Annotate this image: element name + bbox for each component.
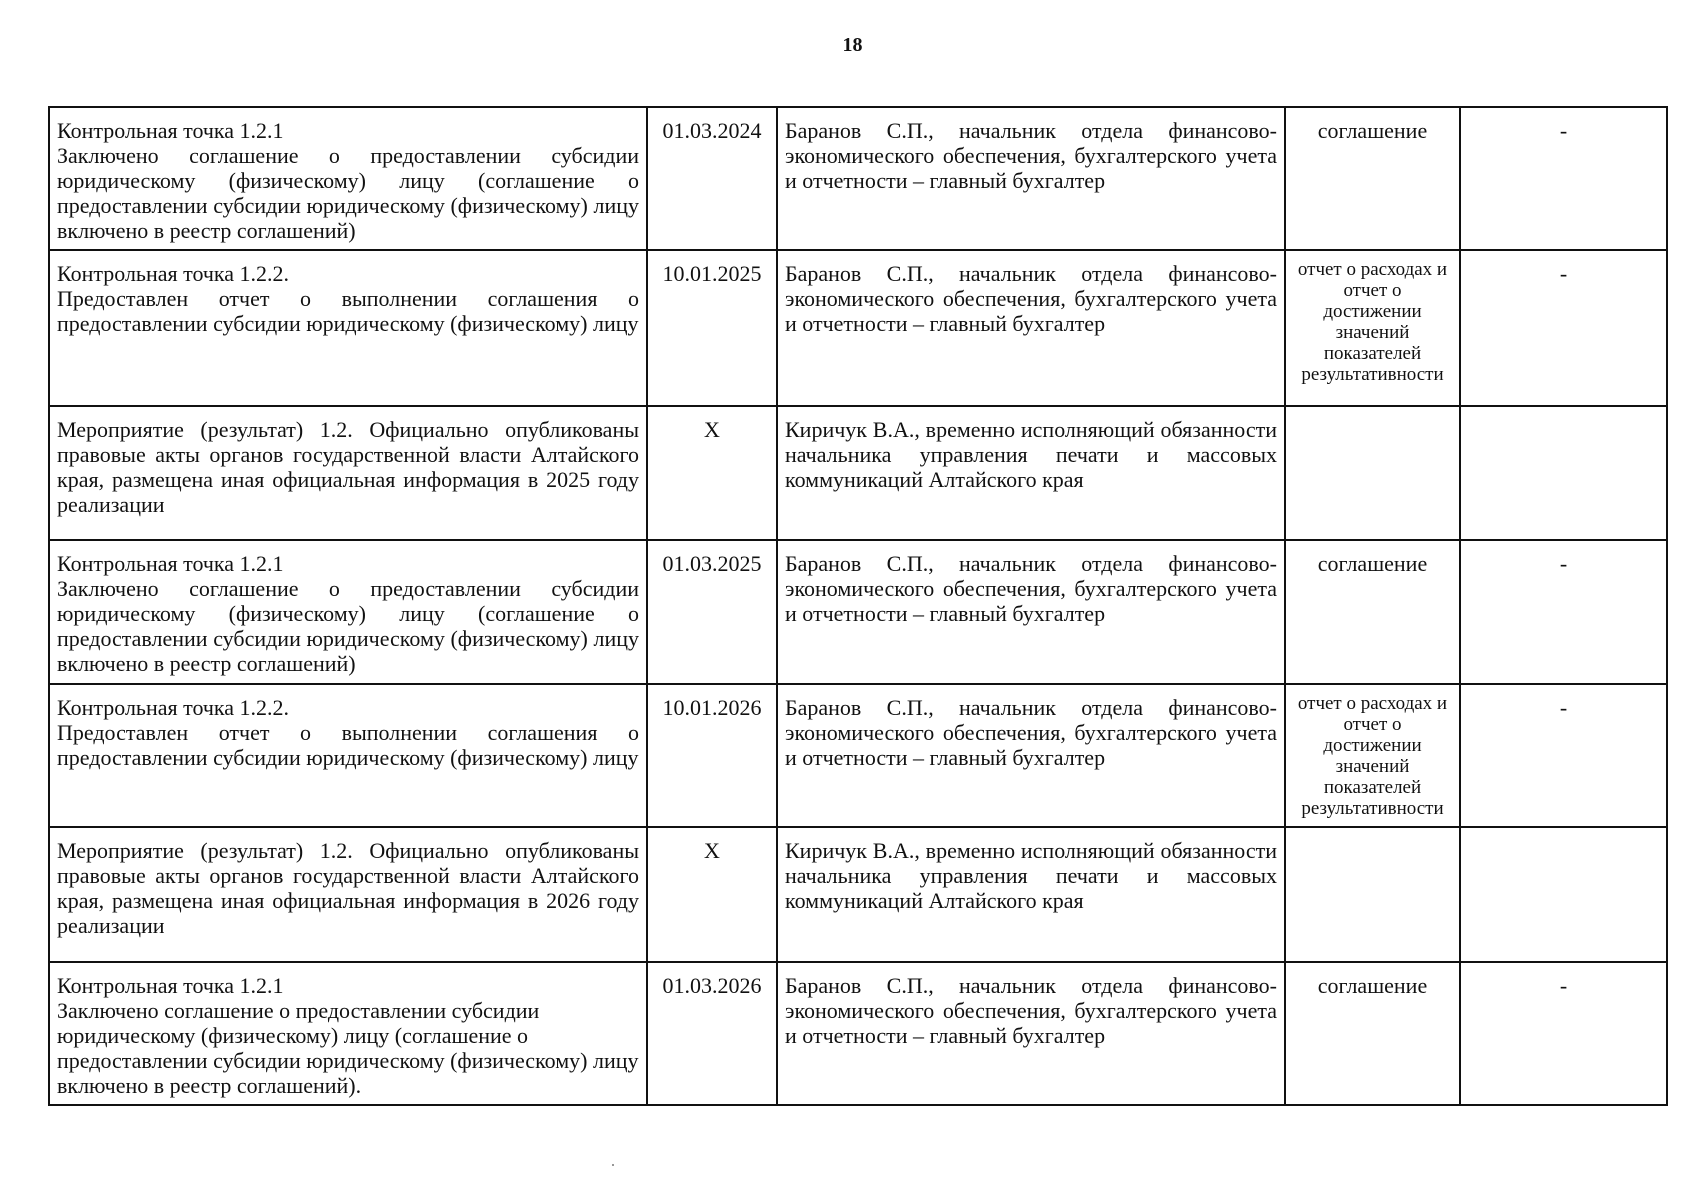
row-document: соглашение bbox=[1285, 962, 1460, 1105]
row-date: Х bbox=[647, 827, 777, 962]
control-point-text: Предоставлен отчет о выполнении соглашения о предоставлении субсидии юридическому (физическому) лицу bbox=[57, 286, 639, 336]
row-info: - bbox=[1460, 962, 1667, 1105]
row-document: соглашение bbox=[1285, 540, 1460, 684]
row-info bbox=[1460, 406, 1667, 540]
control-point-text: Заключено соглашение о предоставлении субсидии юридическому (физическому) лицу (соглашение о предоставлении субсидии юридическому (физическому) лицу включено в реестр соглашений) bbox=[57, 143, 639, 243]
plan-table bbox=[48, 106, 1668, 1106]
row-document bbox=[1285, 827, 1460, 962]
row-description: Мероприятие (результат) 1.2. Официально опубликованы правовые акты органов государственной власти Алтайского края, размещена иная официальная информация в 2025 году реализации bbox=[49, 406, 647, 540]
row-document: отчет о расходах и отчет о достижении значений показателей результативности bbox=[1285, 684, 1460, 827]
row-info: - bbox=[1460, 540, 1667, 684]
control-point-title: Контрольная точка 1.2.1 bbox=[57, 118, 284, 143]
control-point-text: Предоставлен отчет о выполнении соглашения о предоставлении субсидии юридическому (физическому) лицу bbox=[57, 720, 639, 770]
row-responsible: Баранов С.П., начальник отдела финансово-экономического обеспечения, бухгалтерского учета и отчетности – главный бухгалтер bbox=[777, 107, 1285, 250]
control-point-title: Контрольная точка 1.2.1 bbox=[57, 973, 284, 998]
row-date: 10.01.2026 bbox=[647, 684, 777, 827]
table-row bbox=[49, 107, 1667, 250]
row-info bbox=[1460, 827, 1667, 962]
row-date: 01.03.2026 bbox=[647, 962, 777, 1105]
row-description bbox=[49, 250, 647, 406]
row-description: Мероприятие (результат) 1.2. Официально опубликованы правовые акты органов государственной власти Алтайского края, размещена иная официальная информация в 2026 году реализации bbox=[49, 827, 647, 962]
row-responsible: Киричук В.А., временно исполняющий обязанности начальника управления печати и массовых коммуникаций Алтайского края bbox=[777, 406, 1285, 540]
row-description bbox=[49, 540, 647, 684]
row-responsible: Баранов С.П., начальник отдела финансово-экономического обеспечения, бухгалтерского учета и отчетности – главный бухгалтер bbox=[777, 684, 1285, 827]
row-date: Х bbox=[647, 406, 777, 540]
control-point-title: Контрольная точка 1.2.2. bbox=[57, 261, 290, 286]
row-info: - bbox=[1460, 684, 1667, 827]
page-number: 18 bbox=[842, 34, 863, 56]
row-date: 10.01.2025 bbox=[647, 250, 777, 406]
table-row bbox=[49, 827, 1667, 962]
row-description bbox=[49, 107, 647, 250]
row-responsible: Киричук В.А., временно исполняющий обязанности начальника управления печати и массовых коммуникаций Алтайского края bbox=[777, 827, 1285, 962]
table-row bbox=[49, 540, 1667, 684]
row-responsible: Баранов С.П., начальник отдела финансово-экономического обеспечения, бухгалтерского учета и отчетности – главный бухгалтер bbox=[777, 250, 1285, 406]
control-point-title: Контрольная точка 1.2.1 bbox=[57, 551, 284, 576]
row-document: соглашение bbox=[1285, 107, 1460, 250]
row-document: отчет о расходах и отчет о достижении значений показателей результативности bbox=[1285, 250, 1460, 406]
row-description bbox=[49, 962, 647, 1105]
table-row bbox=[49, 406, 1667, 540]
table-row bbox=[49, 250, 1667, 406]
control-point-title: Контрольная точка 1.2.2. bbox=[57, 695, 290, 720]
row-responsible: Баранов С.П., начальник отдела финансово-экономического обеспечения, бухгалтерского учета и отчетности – главный бухгалтер bbox=[777, 540, 1285, 684]
control-point-text: Заключено соглашение о предоставлении субсидии юридическому (физическому) лицу (соглашение о предоставлении субсидии юридическому (физическому) лицу включено в реестр соглашений) bbox=[57, 576, 639, 676]
row-date: 01.03.2025 bbox=[647, 540, 777, 684]
row-info: - bbox=[1460, 107, 1667, 250]
row-info: - bbox=[1460, 250, 1667, 406]
row-description bbox=[49, 684, 647, 827]
control-point-text: Заключено соглашение о предоставлении субсидии юридическому (физическому) лицу (соглашение о предоставлении субсидии юридическому (физическому) лицу включено в реестр соглашений). bbox=[57, 998, 639, 1098]
scan-speck bbox=[612, 1164, 614, 1166]
table-row bbox=[49, 962, 1667, 1105]
row-date: 01.03.2024 bbox=[647, 107, 777, 250]
row-responsible: Баранов С.П., начальник отдела финансово-экономического обеспечения, бухгалтерского учета и отчетности – главный бухгалтер bbox=[777, 962, 1285, 1105]
table-row bbox=[49, 684, 1667, 827]
row-document bbox=[1285, 406, 1460, 540]
